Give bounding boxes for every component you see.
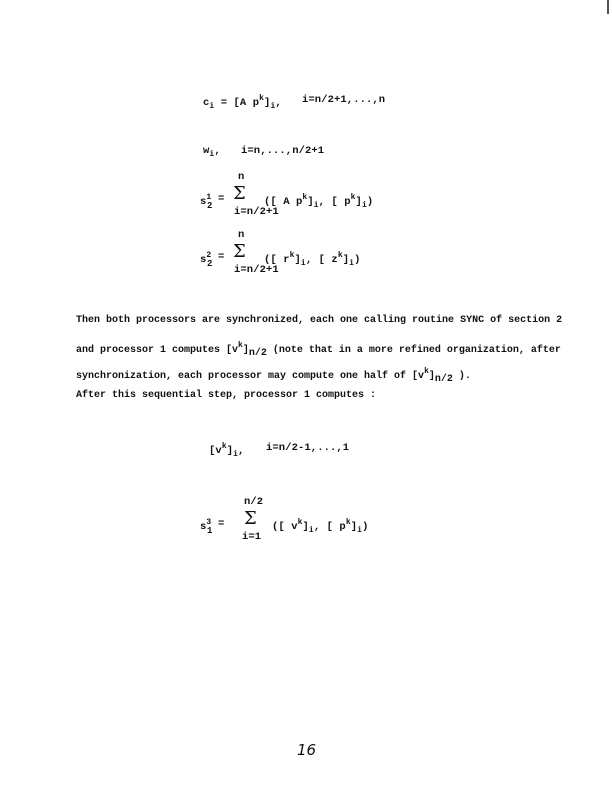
eq5-sup: k: [221, 442, 227, 451]
equation-w-i-range: i=n,...,n/2+1: [241, 145, 325, 157]
eq3-t2: , [ p: [318, 196, 351, 208]
eq3-t1-close: ]: [307, 196, 314, 208]
eq6-bottom: i=1: [242, 531, 262, 543]
eq6-t1-sub: i: [308, 526, 314, 535]
eq4-t1: ([ r: [264, 254, 290, 266]
equation-w-i: $w_i$,: [203, 145, 221, 159]
eq4-t2-sup: k: [337, 251, 343, 260]
equation-v-i: $[v^k]_i$,: [209, 442, 245, 459]
eq3-top: n: [238, 171, 245, 183]
paragraph-line-3-b: ]: [428, 371, 435, 382]
equation-s-2-1: [200, 172, 440, 222]
eq2-lhs: w: [203, 145, 210, 157]
paragraph-line-3-a: synchronization, each processor may compute one half of [v: [76, 371, 425, 382]
paragraph-line-3: [76, 367, 471, 385]
paragraph-line-1: Then both processors are synchronized, each one calling routine SYNC of section 2: [76, 315, 563, 326]
paragraph-line-2-c: (note that in a more refined organization, after: [266, 345, 561, 356]
eq6-top: n/2: [244, 496, 264, 508]
eq4-t1-sup: k: [289, 251, 295, 260]
eq3-t2-close: ]: [355, 196, 362, 208]
eq5-pre: [v: [209, 445, 222, 457]
eq6-sigma-symbol: Σ: [244, 508, 257, 529]
paragraph-line-2-b: ]: [242, 345, 249, 356]
equation-s-2-2: [200, 230, 440, 280]
eq4-equals: =: [218, 251, 225, 263]
eq6-t2-sub: i: [357, 526, 363, 535]
paragraph-line-2-sup: k: [238, 341, 243, 350]
eq4-end: ): [354, 254, 361, 266]
eq6-lhs: s: [200, 521, 207, 533]
eq1-rhs-sub: i: [270, 102, 276, 111]
eq6-t2: , [ p: [313, 521, 346, 533]
paragraph-line-3-sup: k: [424, 367, 429, 376]
paragraph-line-4: After this sequential step, processor 1 computes :: [76, 390, 377, 401]
eq3-lhs: s: [200, 196, 207, 208]
eq1-rhs-sup: k: [259, 94, 265, 103]
eq2-lhs-sub: i: [209, 150, 215, 159]
eq4-sigma-symbol: Σ: [233, 241, 246, 262]
eq6-end: ): [362, 521, 369, 533]
paragraph-line-3-sub: n/2: [434, 374, 453, 385]
eq1-lhs-sub: i: [209, 102, 215, 111]
eq4-t1-close: ]: [294, 254, 301, 266]
eq4-lhs-sup: 2: [206, 251, 212, 260]
eq3-t2-sup: k: [350, 193, 356, 202]
eq4-t2-close: ]: [342, 254, 350, 266]
paragraph-line-2: [76, 341, 561, 359]
equation-c-i-range: i=n/2+1,...,n: [302, 94, 386, 106]
eq6-t1-close: ]: [302, 521, 309, 533]
eq4-top: n: [238, 229, 245, 241]
page-number: 16: [297, 741, 317, 759]
paragraph-line-3-c: ).: [452, 371, 471, 382]
eq3-t1-sub: i: [313, 201, 319, 210]
eq5-post: ]: [226, 445, 234, 457]
scan-edge-mark: [607, 0, 609, 14]
eq1-rhs-pre: [A p: [233, 97, 260, 109]
paragraph-line-2-a: and processor 1 computes [v: [76, 345, 239, 356]
paragraph-line-2-sub: n/2: [248, 348, 267, 359]
equation-s-1-3: [200, 497, 440, 547]
eq4-lhs: s: [200, 254, 207, 266]
eq3-bottom: i=n/2+1: [234, 206, 279, 218]
equation-c-i: $c_i = [A$ $p^k]_i$,: [203, 94, 282, 111]
eq4-t2-sub: i: [349, 259, 355, 268]
eq3-equals: =: [218, 193, 225, 205]
eq4-t2: , [ z: [305, 254, 338, 266]
eq1-lhs: c: [203, 97, 210, 109]
eq6-t1-sup: k: [297, 518, 303, 527]
eq6-t2-close: ]: [350, 521, 358, 533]
eq6-t2-sup: k: [345, 518, 351, 527]
eq3-lhs-sup: 1: [206, 193, 212, 202]
eq4-lhs-sub: 2: [207, 259, 213, 269]
eq6-t1: ([ v: [272, 521, 298, 533]
eq4-t1-sub: i: [300, 259, 306, 268]
eq4-bottom: i=n/2+1: [234, 264, 279, 276]
eq6-equals: =: [218, 518, 225, 530]
eq3-end: ): [366, 196, 374, 208]
eq3-t2-sub: i: [361, 201, 367, 210]
eq6-lhs-sup: 3: [206, 518, 212, 527]
eq3-t1: ([ A p: [264, 196, 303, 208]
eq3-sigma-symbol: Σ: [233, 183, 246, 204]
equation-v-i-range: i=n/2-1,...,1: [266, 442, 350, 454]
eq3-lhs-sub: 2: [207, 201, 213, 211]
eq1-rhs-post: ]: [264, 97, 271, 109]
eq6-lhs-sub: 1: [207, 526, 213, 536]
eq5-sub: i: [233, 450, 239, 459]
eq3-t1-sup: k: [302, 193, 308, 202]
